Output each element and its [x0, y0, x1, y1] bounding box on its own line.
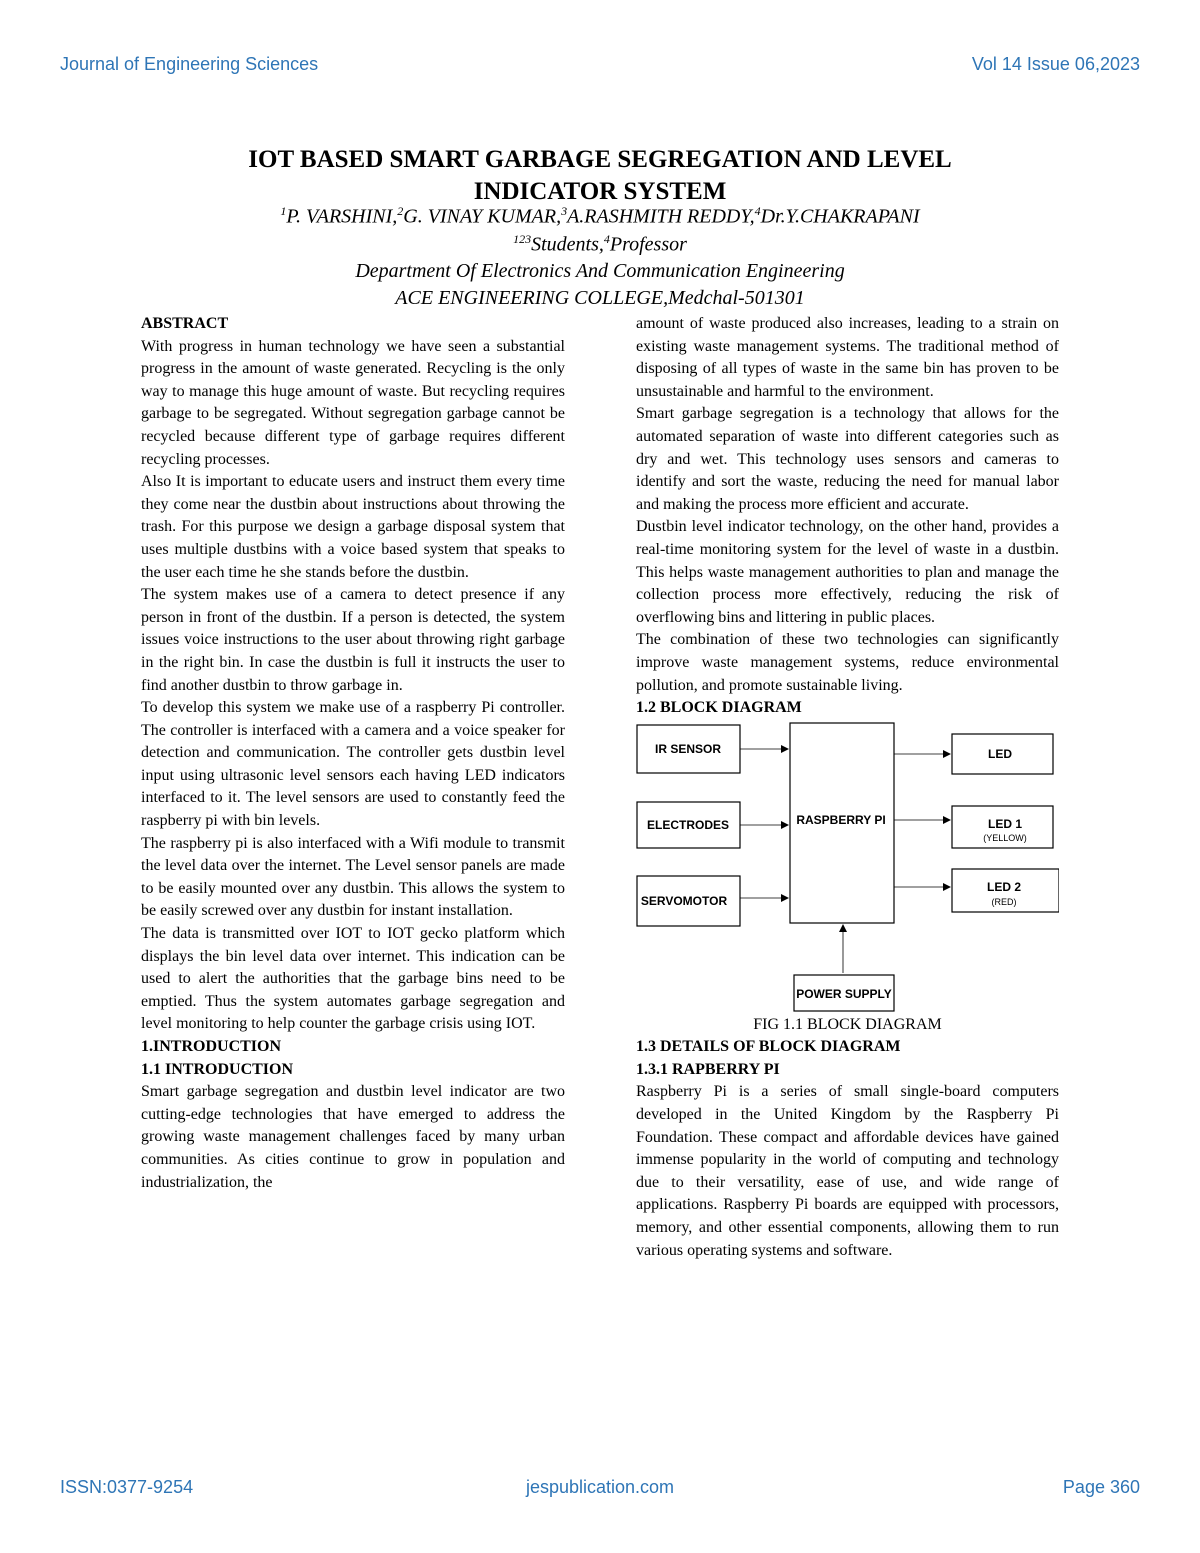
professor-role: Professor	[609, 233, 687, 256]
led-2-color: (RED)	[991, 896, 1017, 907]
page-number: Page 360	[1062, 1477, 1140, 1497]
left-column	[141, 313, 565, 1194]
intro-paragraph: amount of waste produced also increases, leading to a strain on existing waste management systems. The traditional method of disposing of all types of waste in the same bin has proven to be unsustainable and harmful to the environment.	[636, 315, 1059, 400]
author-3-number: 3	[561, 204, 568, 218]
raspberry-pi-paragraph: Raspberry Pi is a series of small single-board computers developed in the United Kingdom by the Raspberry Pi Foundation. These compact and affordable devices have gained immense popularity in the world of computing and technology due to their versatility, ease of use, and wide range of applications. Raspberry Pi boards are equipped with processors, memory, and other essential components, allowing them to run various operating systems and software.	[636, 1083, 1059, 1259]
author-3-name: A.RASHMITH REDDY,	[567, 205, 755, 228]
led-1-label: LED 1	[987, 816, 1023, 831]
college: ACE ENGINEERING COLLEGE,Medchal-501301	[395, 287, 805, 309]
servomotor-label: SERVOMOTOR	[640, 893, 728, 908]
paper-title	[0, 144, 1200, 208]
title-line-1: IOT BASED SMART GARBAGE SEGREGATION AND LEVEL	[248, 146, 952, 173]
abstract-paragraph: The system makes use of a camera to detect presence if any person in front of the dustbin. If a person is detected, the system issues voice instructions to the user about throwing right garbage in the right bin. In case the dustbin is full it instructs the user to find another dustbin to throw garbage in.	[141, 586, 565, 694]
author-2-name: G. VINAY KUMAR,	[403, 205, 562, 228]
abstract-paragraph: Also It is important to educate users and instruct them every time they come near the dustbin about instructions about throwing the trash. For this purpose we design a garbage disposal system that uses multiple dustbins with a voice based system that speaks to the user each time he she stands before the dustbin.	[141, 473, 565, 581]
abstract-paragraph: With progress in human technology we have seen a substantial progress in the amount of waste generated. Recycling is the only way to manage this huge amount of waste. But recycling requires garbage to be segregated. Without segregation garbage cannot be recycled because different type of garbage requires different recycling processes.	[141, 337, 565, 468]
professor-number: 4	[603, 232, 610, 246]
author-4-number: 4	[754, 204, 761, 218]
author-1-name: P. VARSHINI,	[286, 205, 398, 228]
led-1-color: (YELLOW)	[983, 832, 1027, 843]
department: Department Of Electronics And Communication Engineering	[355, 260, 845, 282]
intro-paragraph: The combination of these two technologies can significantly improve waste management systems, reduce environmental pollution, and promote sustainable living.	[636, 631, 1059, 694]
abstract-paragraph: The raspberry pi is also interfaced with a Wifi module to transmit the level data over the internet. The Level sensor panels are made to be easily mounted over any dustbin. This allows the system to be easily screwed over any dustbin for instant installation.	[141, 834, 565, 920]
abstract-heading: ABSTRACT	[141, 315, 229, 332]
author-1-number: 1	[280, 204, 287, 218]
led-2-label: LED 2	[986, 879, 1022, 894]
raspberry-pi-label: RASPBERRY PI	[796, 812, 886, 827]
intro-paragraph: Dustbin level indicator technology, on the other hand, provides a real-time monitoring system for the level of waste in a dustbin. This helps waste management authorities to plan and manage the collection process more effectively, reducing the risk of overflowing bins and littering in public places.	[636, 518, 1059, 626]
intro-paragraph: Smart garbage segregation is a technology that allows for the automated separation of waste into different categories such as dry and wet. This technology uses sensors and cameras to identify and sort the waste, reducing the need for manual labor and making the process more efficient and accurate.	[636, 405, 1059, 513]
issn: ISSN:0377-9254	[60, 1477, 194, 1497]
introduction-subheading: 1.1 INTRODUCTION	[141, 1060, 294, 1078]
raspberry-pi-heading: 1.3.1 RAPBERRY PI	[636, 1060, 780, 1078]
students-number: 123	[513, 232, 532, 246]
introduction-heading: 1.INTRODUCTION	[141, 1038, 282, 1055]
block-diagram-heading: 1.2 BLOCK DIAGRAM	[636, 699, 802, 717]
block-diagram	[636, 722, 1059, 1014]
electrodes-label: ELECTRODES	[646, 817, 730, 832]
author-2-number: 2	[397, 204, 404, 218]
author-roles	[0, 232, 1200, 257]
students-role: Students,	[531, 233, 604, 256]
volume-issue: Vol 14 Issue 06,2023	[971, 54, 1140, 74]
power-supply-label: POWER SUPPLY	[796, 986, 892, 1001]
journal-name: Journal of Engineering Sciences	[60, 54, 319, 74]
abstract-paragraph: To develop this system we make use of a raspberry Pi controller. The controller is interfaced with a camera and a voice speaker for detection and communication. The controller gets dustbin level input using ultrasonic level sensors each having LED indicators interfaced to it. The level sensors are used to constantly feed the raspberry pi with bin levels.	[141, 699, 565, 830]
figure-caption: FIG 1.1 BLOCK DIAGRAM	[753, 1015, 942, 1033]
author-4-name: Dr.Y.CHAKRAPANI	[760, 205, 920, 228]
right-column	[636, 313, 1059, 1262]
details-heading: 1.3 DETAILS OF BLOCK DIAGRAM	[636, 1038, 901, 1056]
ir-sensor-label: IR SENSOR	[654, 741, 722, 756]
introduction-paragraph: Smart garbage segregation and dustbin level indicator are two cutting-edge technologies that have emerged to address the growing waste management challenges faced by many urban communities. As cities continue to grow in population and industrialization, the	[141, 1083, 565, 1191]
title-line-2: INDICATOR SYSTEM	[473, 178, 727, 205]
author-list	[0, 204, 1200, 229]
abstract-paragraph: The data is transmitted over IOT to IOT gecko platform which displays the bin level data over internet. This indication can be used to alert the authorities that the garbage bins need to be emptied. Thus the system automates garbage segregation and level monitoring to help counter the garbage crisis using IOT.	[141, 925, 565, 1033]
website: jespublication.com	[525, 1477, 675, 1497]
led-label: LED	[988, 746, 1012, 761]
